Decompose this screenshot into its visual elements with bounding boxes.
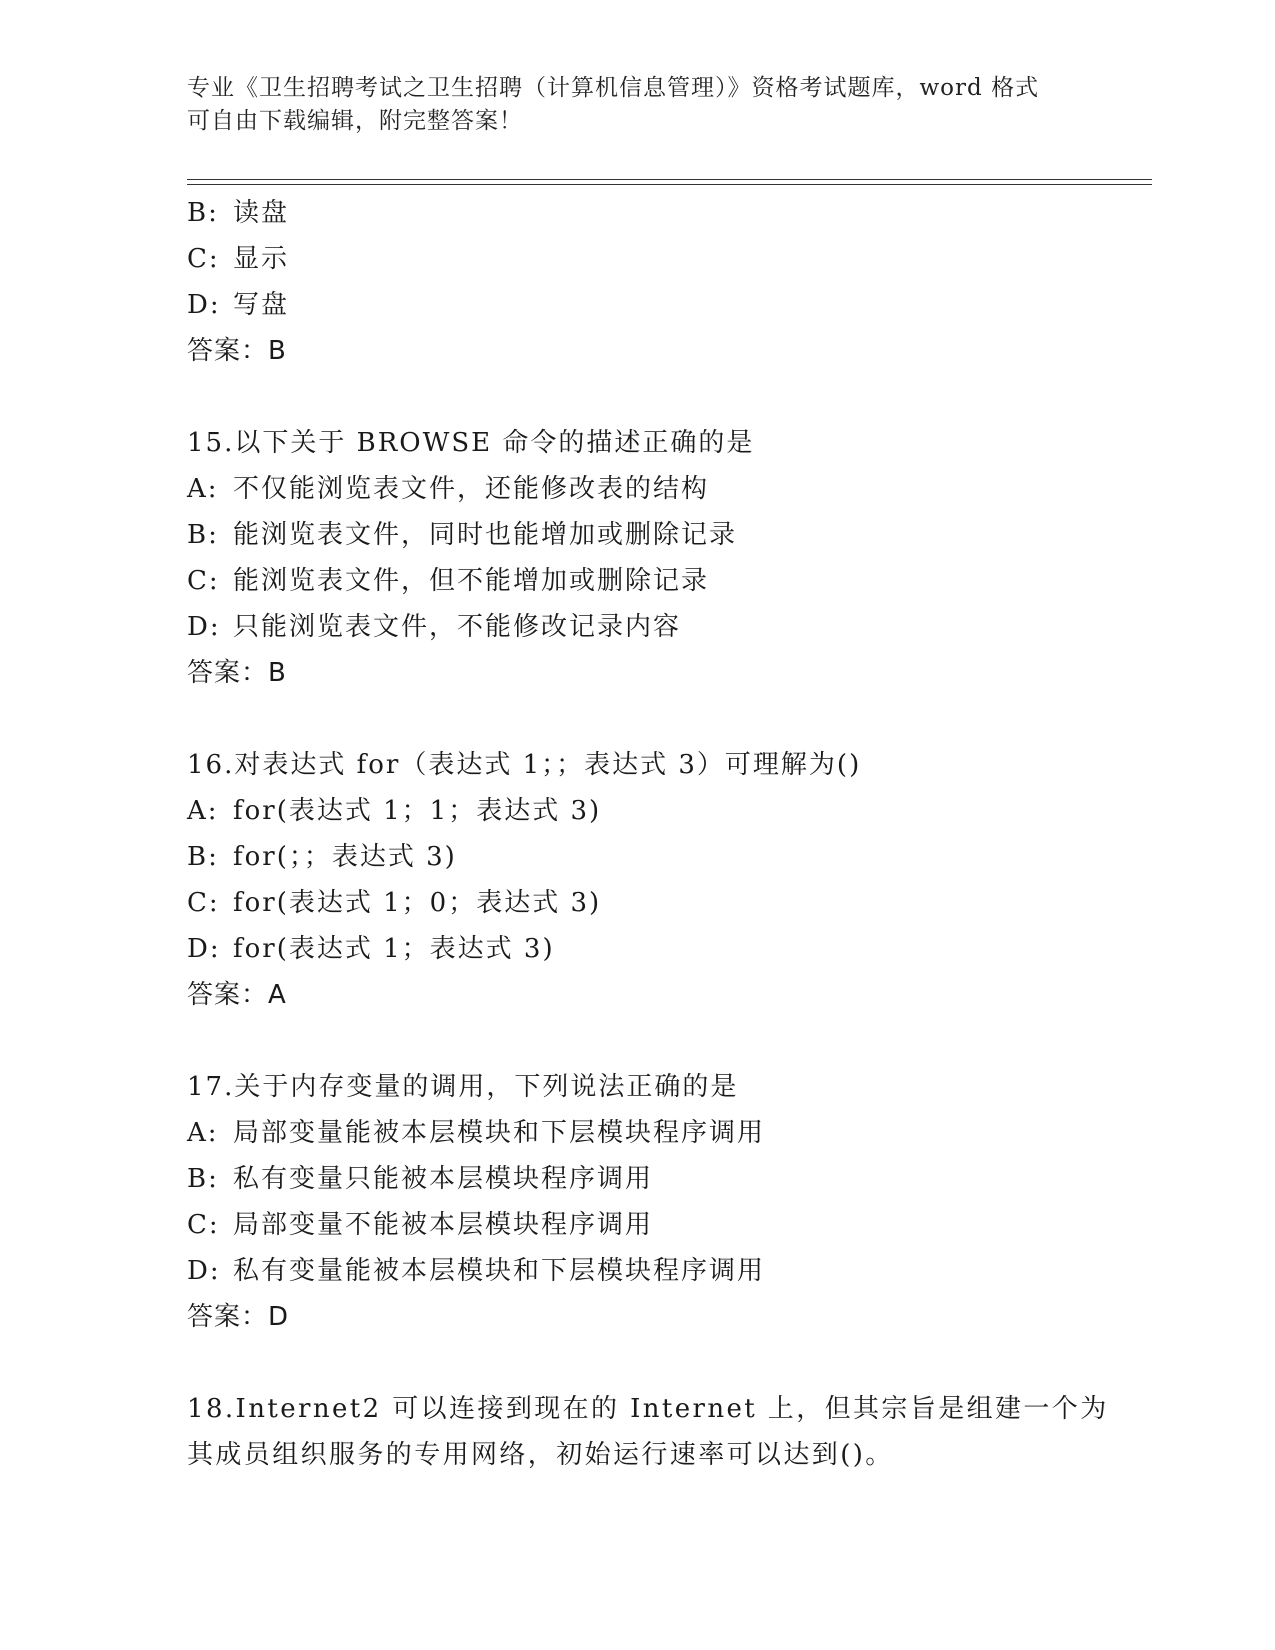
option-label: D:	[187, 1256, 221, 1286]
header-line-2: 可自由下载编辑，附完整答案！	[187, 108, 523, 134]
question-14-partial	[187, 190, 1147, 374]
answer-line: 答案：A	[187, 980, 287, 1010]
option-c	[187, 236, 1147, 282]
question-title-line-2: 其成员组织服务的专用网络，初始运行速率可以达到()。	[187, 1440, 894, 1470]
option-text: 能浏览表文件，同时也能增加或删除记录	[233, 520, 738, 550]
option-label: C:	[187, 888, 220, 918]
option-label: B:	[187, 198, 219, 228]
option-label: B:	[187, 842, 219, 872]
option-text: 局部变量能被本层模块和下层模块程序调用	[233, 1118, 766, 1148]
option-label: D:	[187, 290, 221, 320]
option-label: B:	[187, 1164, 219, 1194]
option-label: A:	[187, 474, 219, 504]
question-content	[187, 190, 1147, 1478]
spacer	[187, 374, 1147, 420]
option-text: 只能浏览表文件，不能修改记录内容	[233, 612, 682, 642]
option-text: 私有变量只能被本层模块程序调用	[233, 1164, 654, 1194]
option-c	[187, 1202, 1147, 1248]
option-b	[187, 190, 1147, 236]
question-15	[187, 420, 1147, 696]
header-divider-top	[187, 179, 1152, 180]
option-text: for(表达式 1；表达式 3)	[233, 934, 555, 964]
question-title: 17.关于内存变量的调用，下列说法正确的是	[187, 1072, 739, 1102]
option-d	[187, 604, 1147, 650]
question-title: 16.对表达式 for（表达式 1；；表达式 3）可理解为()	[187, 750, 862, 780]
option-b	[187, 834, 1147, 880]
option-label: A:	[187, 796, 219, 826]
header-line-1: 专业《卫生招聘考试之卫生招聘（计算机信息管理）》资格考试题库，word 格式	[187, 75, 1040, 101]
option-label: D:	[187, 612, 221, 642]
question-17	[187, 1064, 1147, 1340]
option-label: C:	[187, 244, 220, 274]
question-title-line-1: 18.Internet2 可以连接到现在的 Internet 上，但其宗旨是组建一个为	[187, 1394, 1109, 1424]
option-text: 读盘	[233, 198, 290, 228]
option-text: 私有变量能被本层模块和下层模块程序调用	[233, 1256, 766, 1286]
answer-line: 答案：D	[187, 1302, 290, 1332]
option-text: for(表达式 1；0；表达式 3)	[233, 888, 602, 918]
spacer	[187, 1340, 1147, 1386]
option-d	[187, 926, 1147, 972]
option-d	[187, 282, 1147, 328]
spacer	[187, 1018, 1147, 1064]
option-label: C:	[187, 566, 220, 596]
option-d	[187, 1248, 1147, 1294]
answer-line: 答案：B	[187, 658, 287, 688]
option-text: for(表达式 1；1；表达式 3)	[233, 796, 602, 826]
option-c	[187, 880, 1147, 926]
option-b	[187, 512, 1147, 558]
option-text: 能浏览表文件，但不能增加或删除记录	[233, 566, 710, 596]
question-18	[187, 1386, 1147, 1478]
question-16	[187, 742, 1147, 1018]
question-title: 15.以下关于 BROWSE 命令的描述正确的是	[187, 428, 755, 458]
option-c	[187, 558, 1147, 604]
option-a	[187, 466, 1147, 512]
option-a	[187, 1110, 1147, 1156]
option-text: 写盘	[233, 290, 290, 320]
option-a	[187, 788, 1147, 834]
option-text: 不仅能浏览表文件，还能修改表的结构	[233, 474, 710, 504]
option-text: for(；；表达式 3)	[233, 842, 457, 872]
header-divider-bottom	[187, 184, 1152, 185]
option-b	[187, 1156, 1147, 1202]
option-label: D:	[187, 934, 221, 964]
document-header	[187, 72, 1087, 138]
answer-line: 答案：B	[187, 336, 287, 366]
option-label: A:	[187, 1118, 219, 1148]
option-label: B:	[187, 520, 219, 550]
option-text: 显示	[233, 244, 290, 274]
spacer	[187, 696, 1147, 742]
option-label: C:	[187, 1210, 220, 1240]
option-text: 局部变量不能被本层模块程序调用	[233, 1210, 654, 1240]
